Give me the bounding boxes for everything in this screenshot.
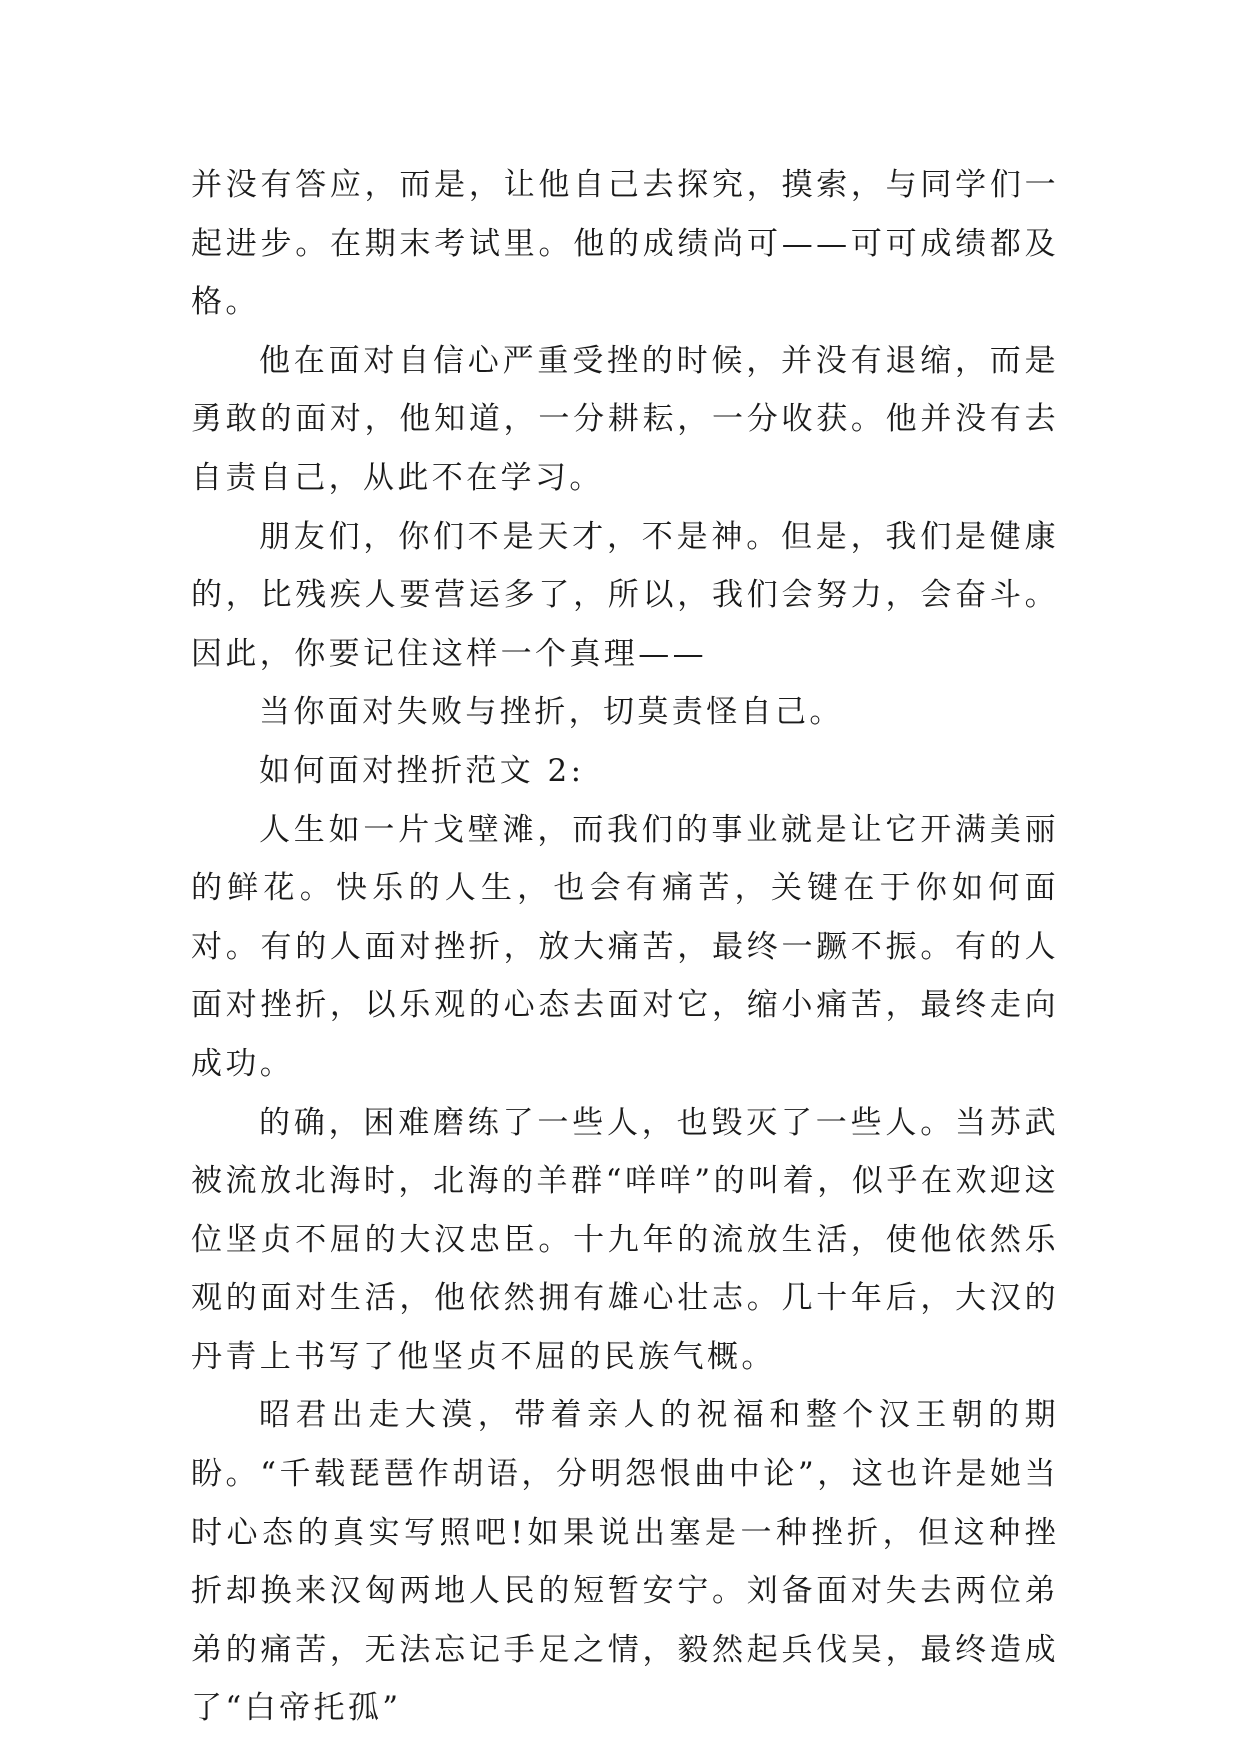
- paragraph: 并没有答应，而是，让他自己去探究，摸索，与同学们一起进步。在期末考试里。他的成绩尚可——可可成绩都及格。: [191, 167, 1059, 321]
- paragraph: 人生如一片戈壁滩，而我们的事业就是让它开满美丽的鲜花。快乐的人生，也会有痛苦，关键在于你如何面对。有的人面对挫折，放大痛苦，最终一蹶不振。有的人面对挫折，以乐观的心态去面对它，缩小痛苦，最终走向成功。: [191, 811, 1059, 1082]
- paragraph: 他在面对自信心严重受挫的时候，并没有退缩，而是勇敢的面对，他知道，一分耕耘，一分收获。他并没有去自责自己，从此不在学习。: [191, 342, 1059, 496]
- paragraph: 昭君出走大漠，带着亲人的祝福和整个汉王朝的期盼。“千载琵琶作胡语，分明怨恨曲中论”，这也许是她当时心态的真实写照吧!如果说出塞是一种挫折，但这种挫折却换来汉匈两地人民的短暂安宁。刘备面对失去两位弟弟的痛苦，无法忘记手足之情，毅然起兵伐吴，最终造成了“白帝托孤”: [191, 1397, 1059, 1727]
- section-heading: 如何面对挫折范文 2:: [259, 752, 585, 789]
- paragraph: 的确，困难磨练了一些人，也毁灭了一些人。当苏武被流放北海时，北海的羊群“咩咩”的叫着，似乎在欢迎这位坚贞不屈的大汉忠臣。十九年的流放生活，使他依然乐观的面对生活，他依然拥有雄心壮志。几十年后，大汉的丹青上书写了他坚贞不屈的民族气概。: [191, 1104, 1059, 1375]
- paragraph: 当你面对失败与挫折，切莫责怪自己。: [259, 694, 844, 731]
- document-body: [191, 156, 1059, 1738]
- paragraph: 朋友们，你们不是天才，不是神。但是，我们是健康的，比残疾人要营运多了，所以，我们会努力，会奋斗。因此，你要记住这样一个真理——: [191, 518, 1059, 672]
